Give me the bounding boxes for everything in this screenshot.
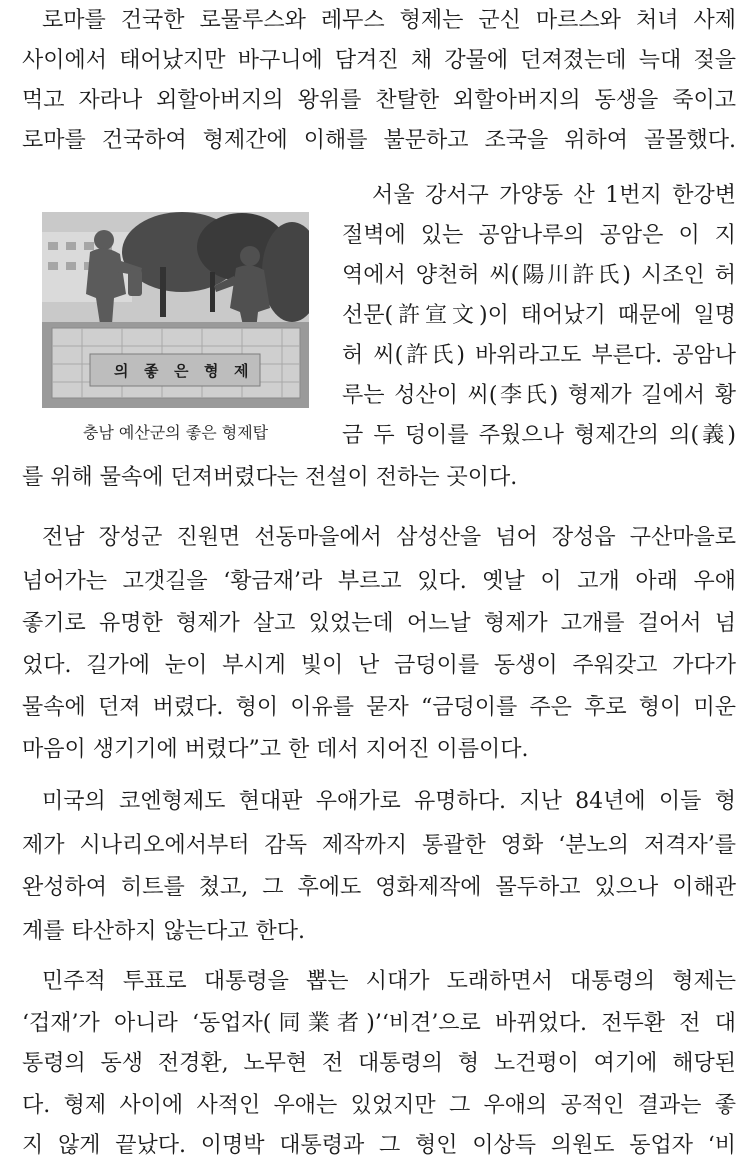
paragraph-5-line-2: ‘겁재’가 아니라 ‘동업자(同業者)’‘비견’으로 바뀌었다. 전두환 전 대 bbox=[22, 1011, 736, 1036]
paragraph-2-line-2: 절벽에 있는 공암나루의 공암은 이 지 bbox=[342, 223, 736, 248]
paragraph-5-line-1: 민주적 투표로 대통령을 뽑는 시대가 도래하면서 대통령의 형제는 bbox=[42, 969, 736, 994]
paragraph-2-line-3: 역에서 양천허 씨(陽川許氏) 시조인 허 bbox=[342, 263, 736, 288]
paragraph-1-line-3: 먹고 자라나 외할아버지의 왕위를 찬탈한 외할아버지의 동생을 죽이고 bbox=[22, 88, 736, 113]
engraving-char-5: 제 bbox=[234, 362, 249, 380]
paragraph-1-line-2: 사이에서 태어났지만 바구니에 담겨진 채 강물에 던져졌는데 늑대 젖을 bbox=[22, 48, 736, 73]
paragraph-2-line-4: 선문(許宣文)이 태어났기 때문에 일명 bbox=[342, 303, 736, 328]
monument-photo bbox=[42, 212, 309, 408]
paragraph-4-line-3: 완성하여 히트를 쳤고, 그 후에도 영화제작에 몰두하고 있으나 이해관 bbox=[22, 875, 736, 900]
paragraph-5-line-5: 지 않게 끝났다. 이명박 대통령과 그 형인 이상득 의원도 동업자 ‘비 bbox=[22, 1133, 736, 1158]
paragraph-4-line-4: 계를 타산하지 않는다고 한다. bbox=[22, 919, 305, 944]
engraving-char-1: 의 bbox=[114, 362, 129, 380]
paragraph-2-line-1: 서울 강서구 가양동 산 1번지 한강변 bbox=[372, 183, 736, 208]
paragraph-1-line-1: 로마를 건국한 로물루스와 레무스 형제는 군신 마르스와 처녀 사제 bbox=[42, 8, 736, 33]
engraving-char-2: 좋 bbox=[144, 362, 159, 380]
engraving-char-4: 형 bbox=[204, 362, 219, 380]
paragraph-4-line-1: 미국의 코엔형제도 현대판 우애가로 유명하다. 지난 84년에 이들 형 bbox=[42, 789, 736, 814]
paragraph-3-line-2: 넘어가는 고갯길을 ‘황금재’라 부르고 있다. 옛날 이 고개 아래 우애 bbox=[22, 569, 736, 594]
paragraph-3-line-3: 좋기로 유명한 형제가 살고 있었는데 어느날 형제가 고개를 걸어서 넘 bbox=[22, 611, 736, 636]
paragraph-2-line-8: 를 위해 물속에 던져버렸다는 전설이 전하는 곳이다. bbox=[22, 465, 518, 490]
engraving-char-3: 은 bbox=[174, 362, 189, 380]
paragraph-3-line-5: 물속에 던져 버렸다. 형이 이유를 묻자 “금덩이를 주은 후로 형이 미운 bbox=[22, 695, 736, 720]
paragraph-3-line-4: 었다. 길가에 눈이 부시게 빛이 난 금덩이를 동생이 주워갖고 가다가 bbox=[22, 653, 736, 678]
paragraph-3-line-1: 전남 장성군 진원면 선동마을에서 삼성산을 넘어 장성읍 구산마을로 bbox=[42, 525, 736, 550]
paragraph-3-line-6: 마음이 생기기에 버렸다”고 한 데서 지어진 이름이다. bbox=[22, 737, 529, 762]
monument-photo-drawing bbox=[42, 212, 309, 408]
figure-caption: 충남 예산군의 좋은 형제탑 bbox=[82, 423, 269, 442]
paragraph-5-line-4: 다. 형제 사이에 사적인 우애는 있었지만 그 우애의 공적인 결과는 좋 bbox=[22, 1093, 736, 1118]
paragraph-2-line-6: 루는 성산이 씨(李氏) 형제가 길에서 황 bbox=[342, 383, 736, 408]
paragraph-5-line-3: 통령의 동생 전경환, 노무현 전 대통령의 형 노건평이 여기에 해당된 bbox=[22, 1051, 736, 1076]
paragraph-4-line-2: 제가 시나리오에서부터 감독 제작까지 통괄한 영화 ‘분노의 저격자’를 bbox=[22, 833, 736, 858]
paragraph-1-line-4: 로마를 건국하여 형제간에 이해를 불문하고 조국을 위하여 골몰했다. bbox=[22, 128, 736, 153]
paragraph-2-line-5: 허 씨(許氏) 바위라고도 부른다. 공암나 bbox=[342, 343, 736, 368]
paragraph-2-line-7: 금 두 덩이를 주웠으나 형제간의 의(義) bbox=[342, 423, 736, 448]
